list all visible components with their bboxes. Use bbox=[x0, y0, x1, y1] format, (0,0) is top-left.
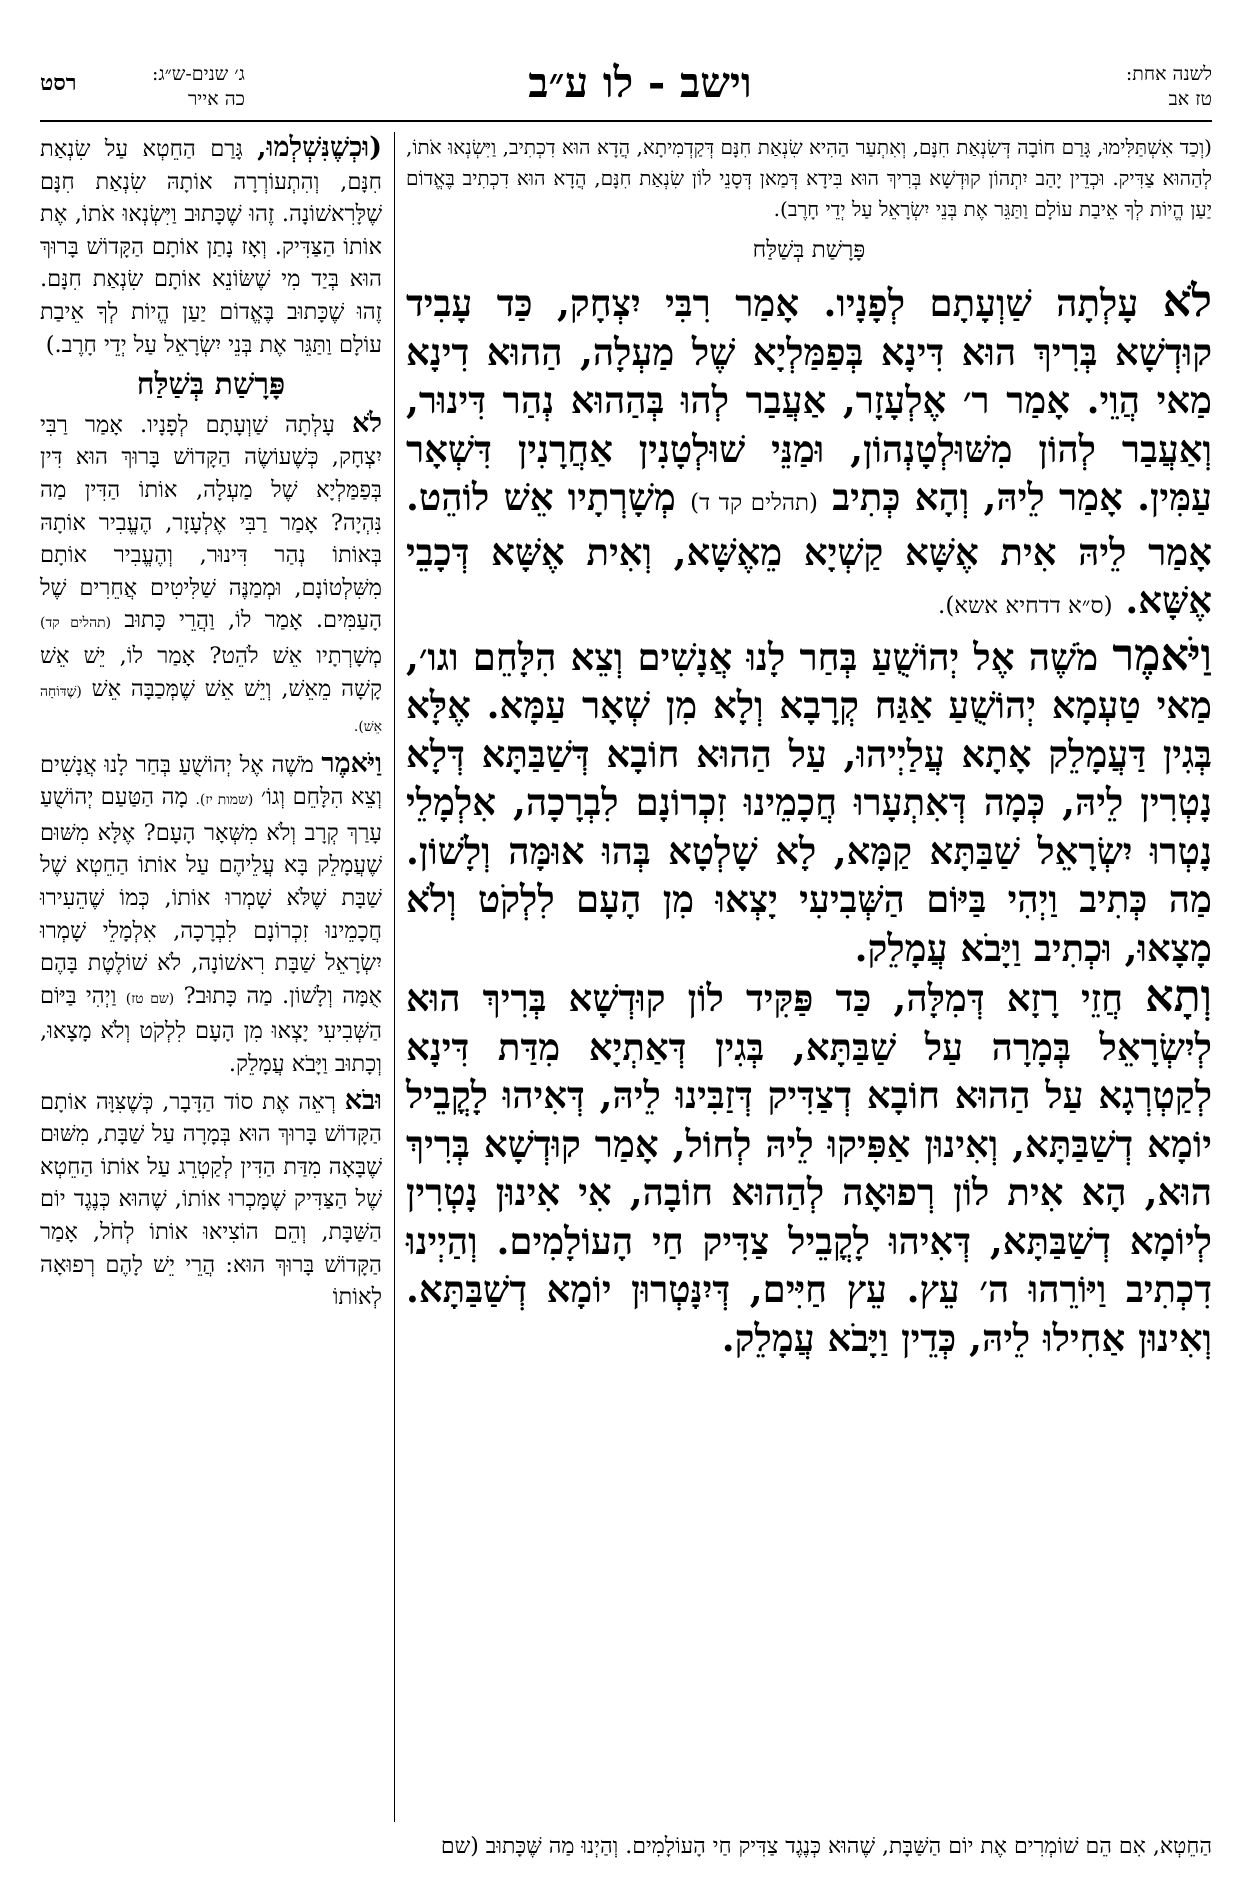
opening-word: וַיֹּאמֶר bbox=[321, 747, 382, 779]
verse-reference: (שם טז) bbox=[125, 990, 175, 1007]
opening-word: לֹא bbox=[1162, 275, 1212, 327]
hebrew-translation-column bbox=[40, 132, 382, 1852]
paragraph-hebrew-2 bbox=[40, 748, 382, 1081]
paragraph-hebrew-1 bbox=[40, 408, 382, 744]
page-header bbox=[40, 52, 1212, 114]
header-rule bbox=[40, 120, 1212, 122]
paragraph-text: מֹשֶׁה אֶל יְהוֹשֻׁעַ בְּחַר לָנוּ אֲנָשִׁים וְצֵא הִלָּחֵם וגו׳, מַאי טַעְמָא יְהוֹשֻׁעַ אַגַּח קְרָבָא וְלָא מִן שְׁאָר עַמָּא. אֶלָּא בְּגִין דַּעֲמָלֵק אָתָא עֲלַיְיהוּ, עַל הַהוּא חוֹבָא דְּשַׁבַּתָּא דְּלָא נָטְרִין לֵיהּ, כְּמָה דְּאִתְעָרוּ חֲכָמֵינוּ זִכְרוֹנָם לִבְרָכָה, אִלְמָלֵי נָטְרוּ יִשְׂרָאֵל שַׁבַּתָּא קַמָּא, לָא שָׁלְטָא בְּהוּ אוּמָּה וְלָשׁוֹן. מַה כְּתִיב וַיְהִי בַּיּוֹם הַשְּׁבִיעִי יָצְאוּ מִן הָעָם לִלְקֹט וְלֹא מָצָאוּ, וּכְתִיב וַיָּבֹא עֲמָלֵק. bbox=[406, 634, 1212, 970]
opening-word: לֹא bbox=[352, 407, 383, 439]
paragraph-aramaic-2 bbox=[406, 628, 1212, 973]
paragraph-text: מְשָׁרְתָיו אֵשׁ לוֹהֵט. אָמַר לֵיהּ אִית אֶשָּׁא קַשְׁיָא מֵאֶשָּׁא, וְאִית אֶשָּׁא דְּכָבֵי אֶשָּׁא. bbox=[406, 475, 1212, 622]
variant-note: (ס״א דדחיא אשא). bbox=[938, 593, 1113, 619]
verse-reference: (שמות יז). bbox=[195, 792, 254, 809]
paragraph-text: עָלְתָה שַׁוְעָתָם לְפָנָיו. אָמַר רַבִּי יִצְחָק, כְּשֶׁעוֹשֶׂה הַקָּדוֹשׁ בָּרוּךְ הוּא דִּין בְּפַמַּלְיָא שֶׁל מַעְלָה, אוֹתוֹ הַדִּין מַה נִּהְיָה? אָמַר רַבִּי אֶלְעָזָר, הֶעֱבִיר אוֹתָהּ בְּאוֹתוֹ נְהַר דִּינוּר, וְהֶעֱבִיר אוֹתָם מִשִּׁלְטוֹנָם, וּמְמַנֶּה שַׁלִּיטִים אֲחֵרִים שֶׁל הָעַמִּים. אָמַר לוֹ, וַהֲרֵי כָּתוּב bbox=[40, 411, 383, 634]
explanation-note: (שֶׁדּוֹחָה אֵשׁ). bbox=[40, 683, 382, 736]
parasha-heading-aramaic: פָּרָשַׁת בְּשַׁלַּח bbox=[752, 237, 866, 263]
paragraph-text: וַיְהִי בַּיּוֹם הַשְּׁבִיעִי יָצְאוּ מִן הָעָם לִלְקֹט וְלֹא מָצָאוּ, וְכָתוּב וַיָּבֹא עֲמָלֵק. bbox=[40, 982, 382, 1078]
parasha-heading-hebrew: פָּרָשַׁת בְּשַׁלַּח bbox=[136, 367, 286, 403]
schedule-one-year-date: טז אב bbox=[1168, 88, 1212, 110]
schedule-three-years: ג׳ שנים-ש״ג: bbox=[152, 63, 245, 85]
verse-reference: (תהלים קד) bbox=[40, 615, 112, 632]
schedule-three-years-date: כה אייר bbox=[187, 88, 245, 110]
intro-hebrew bbox=[40, 132, 382, 361]
paragraph-text: מֹשֶׁה אֶל יְהוֹשֻׁעַ בְּחַר לָנוּ אֲנָשִׁים וְצֵא הִלָּחֵם וְגוֹ׳ bbox=[40, 751, 382, 811]
page-number: רסט bbox=[40, 70, 77, 96]
continuation-line: הַחֵטְא, אִם הֵם שׁוֹמְרִים אֶת יוֹם הַשַּׁבָּת, שֶׁהוּא כְּנֶגֶד צַדִּיק חַי הָעוֹלָמִים. וְהַיְנוּ מַה שֶּׁכָּתוּב (שם bbox=[440, 1834, 1212, 1859]
intro-aramaic: (וְכַד אִשְׁתַּלִּימוּ, גָּרַם חוֹבָה דְּשִׂנְאַת חִנָּם, וְאִתְעַר הַהִיא שִׂנְאַת חִנָּם דְּקַדְמִיתָא, הֲדָא הוּא דִכְתִיב, וַיִּשְׂנְאוּ אֹתוֹ, לְהַהוּא צַדִּיק. וּכְדֵין יָהַב יִתְהוֹן קוּדְשָׁא בְּרִיךְ הוּא בִּידָא דְּמַאן דְּסָנֵי לוֹן שִׂנְאַת חִנָּם, הֲדָא הוּא דִכְתִיב בֶּאֱדוֹם יַעַן הֱיוֹת לְךָ אֵיבַת עוֹלָם וַתַּגֵּר אֶת בְּנֵי יִשְׂרָאֵל עַל יְדֵי חָרֶב). bbox=[406, 135, 1212, 221]
paragraph-aramaic-1 bbox=[406, 277, 1212, 631]
paragraph-text: חֲזֵי רָזָא דְּמִלָּה, כַּד פַּקִּיד לוֹן קוּדְשָׁא בְּרִיךְ הוּא לְיִשְׂרָאֵל בְּמָרָה עַל שַׁבַּתָּא, בְּגִין דְּאַתְיָא מִדַּת דִּינָא לְקַטְרְגָא עַל הַהוּא חוֹבָא דְצַדִּיק דְּזַבִּינוּ לֵיהּ, דְּאִיהוּ לָקֳבֵיל יוֹמָא דְשַׁבַּתָּא, וְאִינוּן אַפִּיקוּ לֵיהּ לְחוֹל, אָמַר קוּדְשָׁא בְּרִיךְ הוּא, הָא אִית לוֹן רְפוּאָה לְהַהוּא חוֹבָה, אִי אִינוּן נָטְרִין לְיוֹמָא דְשַׁבַּתָּא, דְּאִיהוּ לָקֳבֵיל צַדִּיק חַי הָעוֹלָמִים. וְהַיְינוּ דִכְתִיב וַיּוֹרֵהוּ ה׳ עֵץ. עֵץ חַיִּים, דְּיִנָּטְרוּן יוֹמָא דְשַׁבַּתָּא. וְאִינוּן אַחִילוּ לֵיהּ, כְּדֵין וַיָּבֹא עֲמָלֵק. bbox=[406, 976, 1212, 1360]
opening-word: וְתָא bbox=[1145, 970, 1212, 1022]
header-left-info bbox=[152, 62, 245, 112]
paragraph-text: גָּרַם הַחֵטְא עַל שִׂנְאַת חִנָּם, וְהִתְעוֹרְרָה אוֹתָהּ שִׂנְאַת חִנָּם שֶׁלָּרִאשׁוֹנָה. זֶהוּ שֶׁכָּתוּב וַיִּשְׂנְאוּ אֹתוֹ, אֶת אוֹתוֹ הַצַּדִּיק. וְאָז נָתַן אוֹתָם הַקָּדוֹשׁ בָּרוּךְ הוּא בְּיַד מִי שֶׁשּׂוֹנֵא אוֹתָם שִׂנְאַת חִנָּם. זֶהוּ שֶׁכָּתוּב בֶּאֱדוֹם יַעַן הֱיוֹת לְךָ אֵיבַת עוֹלָם וַתַּגֵּר אֶת בְּנֵי יִשְׂרָאֵל עַל יְדֵי חָרֶב.) bbox=[40, 136, 382, 358]
header-right-info bbox=[1126, 62, 1212, 112]
page-title: וישב - לו ע״ב bbox=[528, 58, 752, 107]
paragraph-text: מָה הַטַּעַם יְהוֹשֻׁעַ עָרַךְ קְרָב וְלֹא מִשְּׁאָר הָעָם? אֶלָּא מִשּׁוּם שֶׁעֲמָלֵק בָּא עֲלֵיהֶם עַל אוֹתוֹ הַחֵטְא שֶׁל שַׁבָּת שֶׁלֹּא שָׁמְרוּ אוֹתוֹ, כְּמוֹ שֶׁהֵעִירוּ חֲכָמֵינוּ זִכְרוֹנָם לִבְרָכָה, אִלְמָלֵי שָׁמְרוּ יִשְׂרָאֵל שַׁבָּת רִאשׁוֹנָה, לֹא שׁוֹלֶטֶת בָּהֶם אֻמָּה וְלָשׁוֹן. מַה כָּתוּב? bbox=[40, 784, 382, 1009]
aramaic-column bbox=[406, 132, 1212, 1812]
schedule-one-year: לשנה אחת: bbox=[1125, 63, 1212, 85]
verse-reference: (תהלים קד ד) bbox=[690, 490, 818, 516]
opening-word: (וּכְשֶׁנִּשְׁלְמוּ, bbox=[257, 132, 382, 163]
paragraph-hebrew-3 bbox=[40, 1085, 382, 1314]
paragraph-text: עָלְתָה שַׁוְעָתָם לְפָנָיו. אָמַר רִבִּי יִצְחָק, כַּד עָבִיד קוּדְשָׁא בְּרִיךְ הוּא דִּינָא בְּפַמַּלְיָא שֶׁל מַעְלָה, הַהוּא דִינָא מַאי הֲוֵי. אָמַר ר׳ אֶלְעָזָר, אַעֲבַר לְהוּ בְּהַהוּא נְהַר דִּינוּר, וְאַעֲבַר לְהוֹן מִשּׁוּלְטָנְהוֹן, וּמַנֵּי שׁוּלְטָנִין אַחֲרָנִין דִּשְׁאָר עַמִּין. אָמַר לֵיהּ, וְהָא כְּתִיב bbox=[406, 281, 1212, 519]
paragraph-text: רְאֵה אֶת סוֹד הַדָּבָר, כְּשֶׁצִּוָּה אוֹתָם הַקָּדוֹשׁ בָּרוּךְ הוּא בְּמָרָה עַל שַׁבָּת, מִשּׁוּם שֶׁבָּאָה מִדַּת הַדִּין לְקַטְרֵג עַל אוֹתוֹ הַחֵטְא שֶׁל הַצַּדִּיק שֶׁמָּכְרוּ אוֹתוֹ, שֶׁהוּא כְּנֶגֶד יוֹם הַשַּׁבָּת, וְהֵם הוֹצִיאוּ אוֹתוֹ לְחֹל, אָמַר הַקָּדוֹשׁ בָּרוּךְ הוּא: הֲרֵי יֵשׁ לָהֶם רְפוּאָה לְאוֹתוֹ bbox=[40, 1088, 382, 1311]
opening-word: וַיֹּאמֶר bbox=[1112, 628, 1212, 681]
opening-word: וּבֹא bbox=[344, 1084, 383, 1116]
column-divider bbox=[394, 132, 395, 1822]
paragraph-aramaic-3 bbox=[406, 972, 1212, 1362]
paragraph-text: מְשָׁרְתָיו אֵשׁ לֹהֵט? אָמַר לוֹ, יֵשׁ אֵשׁ קָשָׁה מֵאֵשׁ, וְיֵשׁ אֵשׁ שֶׁמְּכַבָּה אֵשׁ bbox=[40, 642, 382, 702]
